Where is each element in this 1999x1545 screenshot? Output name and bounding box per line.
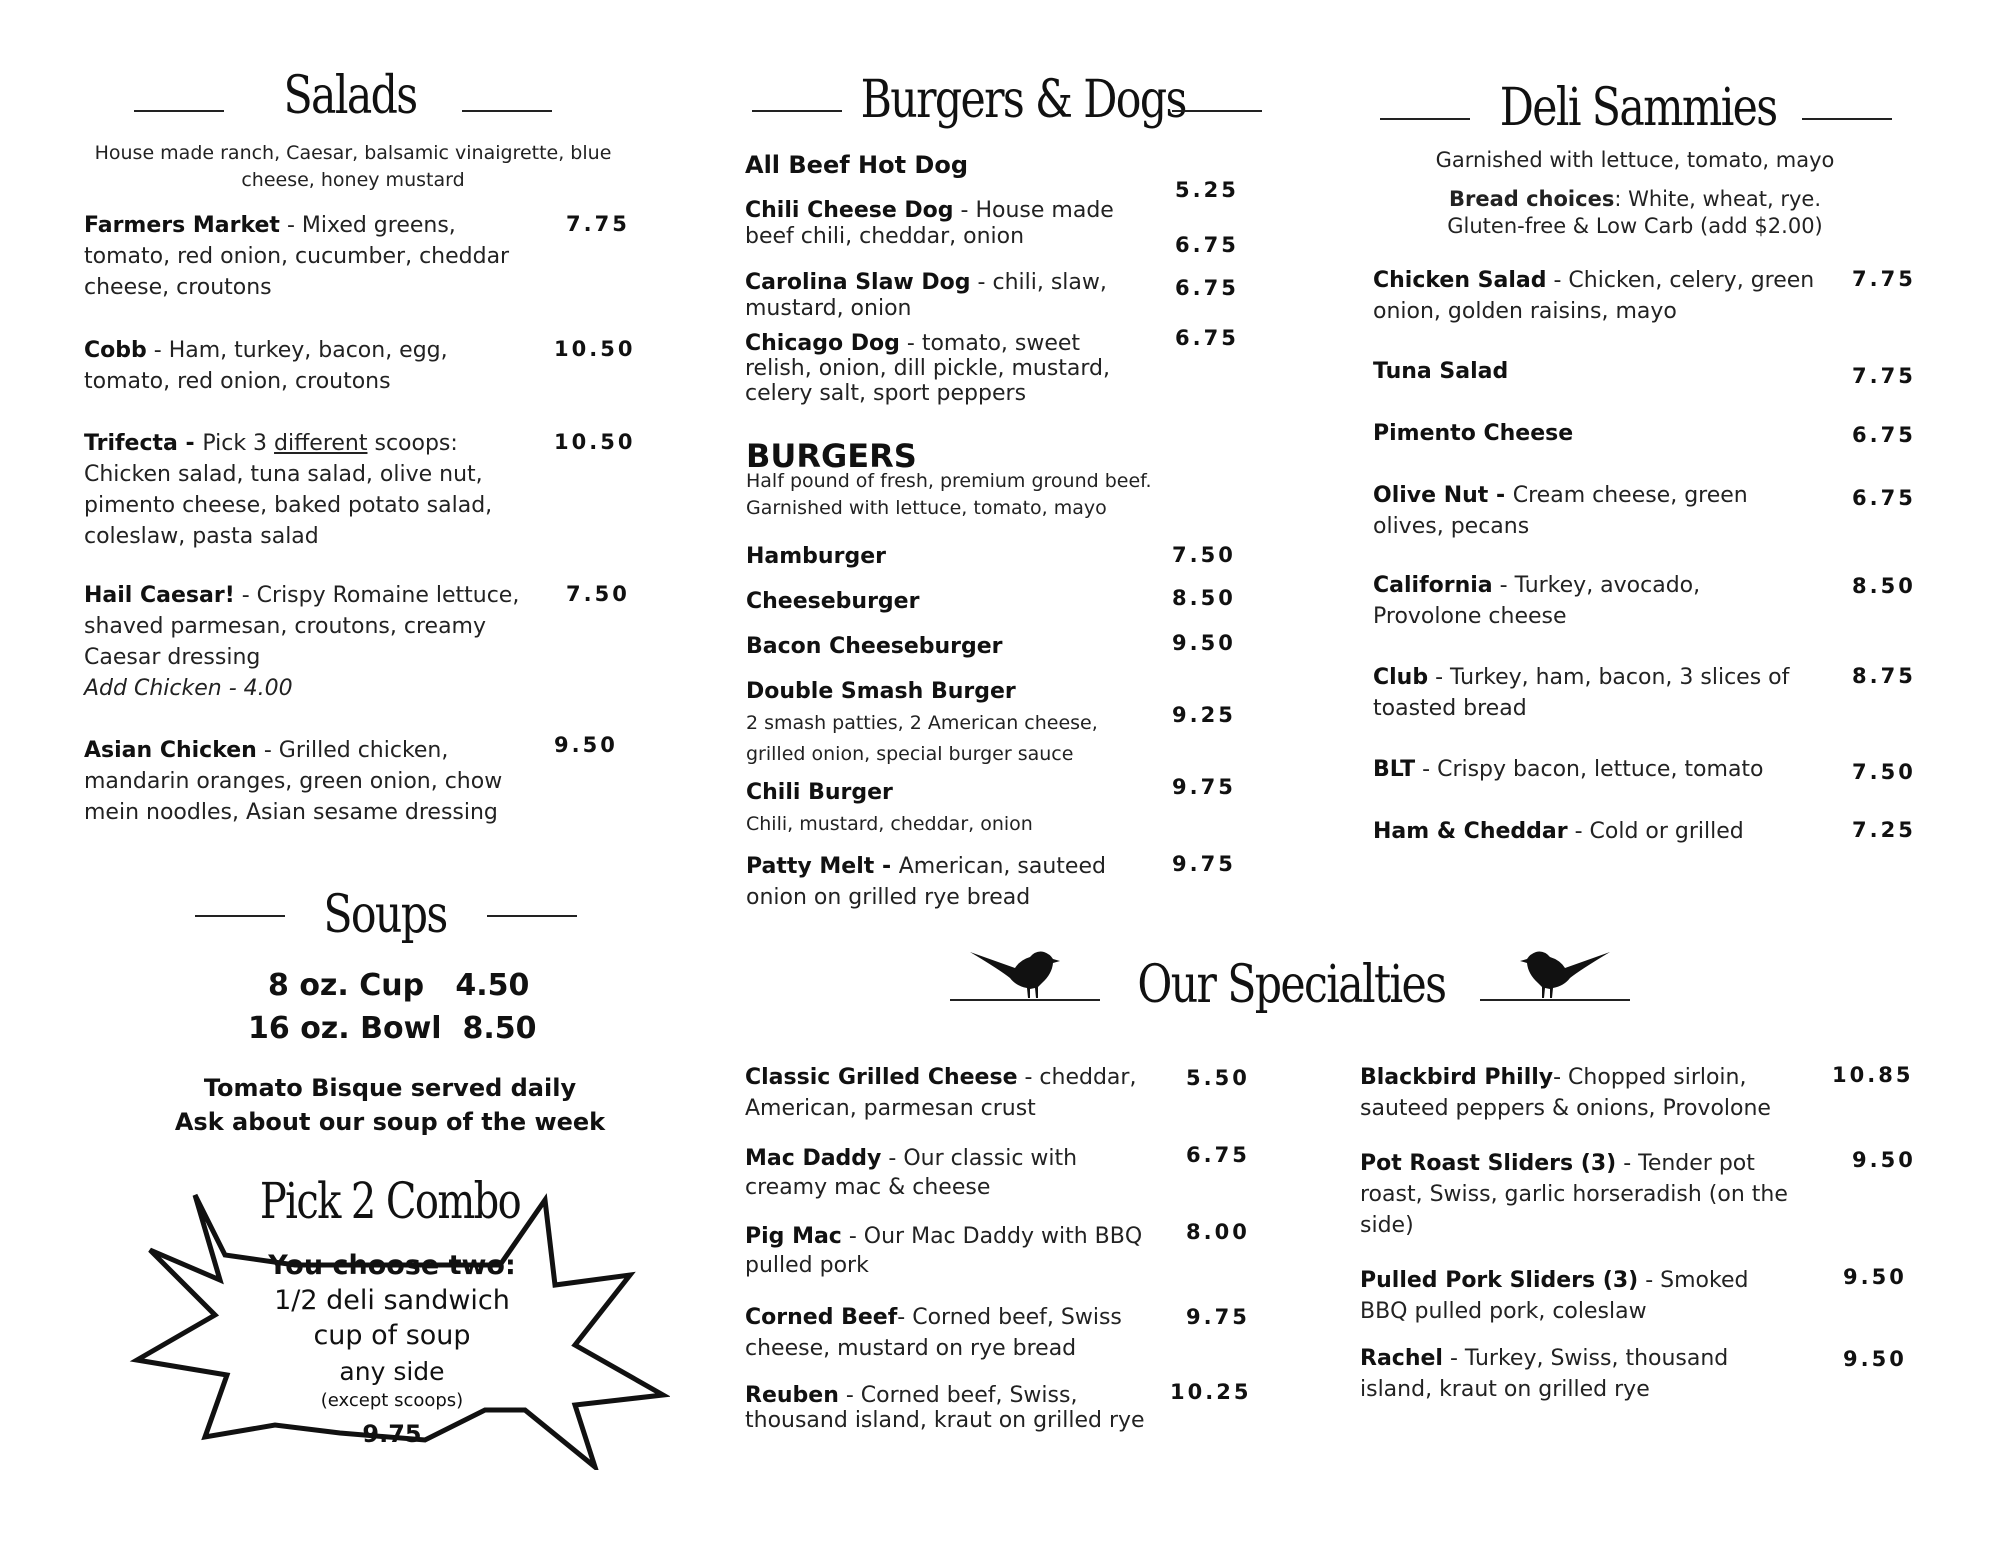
salad-item bbox=[84, 735, 514, 828]
salad-name: Cobb bbox=[84, 338, 147, 363]
burger-item bbox=[746, 586, 1126, 617]
deli-price: 7.75 bbox=[1852, 364, 1916, 388]
burgers-subtitle: Half pound of fresh, premium ground beef. Garnished with lettuce, tomato, mayo bbox=[746, 470, 1152, 519]
burgers-header: BURGERS bbox=[746, 437, 917, 475]
burgers-dogs-title: Burgers & Dogs bbox=[860, 70, 1186, 130]
specialty-name: Reuben bbox=[745, 1383, 839, 1408]
deli-item bbox=[1373, 480, 1793, 542]
blackbird-right-icon bbox=[1480, 940, 1630, 1005]
burger-price: 9.25 bbox=[1172, 703, 1236, 727]
specialty-item bbox=[1360, 1265, 1800, 1327]
dog-name: Chicago Dog bbox=[745, 331, 900, 356]
specialties-title: Our Specialties bbox=[1137, 955, 1446, 1015]
soup-daily: Tomato Bisque served daily bbox=[203, 1074, 577, 1102]
salad-price: 7.75 bbox=[566, 212, 630, 236]
specialty-name: Mac Daddy bbox=[745, 1146, 882, 1171]
deli-item bbox=[1373, 265, 1823, 327]
salad-name: Farmers Market bbox=[84, 213, 280, 238]
dog-desc: - chili, slaw, mustard, onion bbox=[745, 270, 1107, 321]
specialty-price: 5.50 bbox=[1186, 1066, 1250, 1090]
burger-name: Patty Melt - bbox=[746, 854, 899, 879]
specialty-name: Pig Mac bbox=[745, 1224, 842, 1249]
soups-rule-left bbox=[195, 915, 285, 917]
salad-price: 10.50 bbox=[554, 337, 636, 361]
burger-price: 8.50 bbox=[1172, 586, 1236, 610]
bread-text: : White, wheat, rye. bbox=[1614, 187, 1822, 211]
salad-desc: - Mixed greens, tomato, red onion, cucumber, cheddar cheese, croutons bbox=[84, 213, 510, 300]
salads-rule-right bbox=[462, 110, 552, 112]
deli-item bbox=[1373, 754, 1833, 785]
combo-price: 9.75 bbox=[362, 1420, 422, 1448]
deli-name: Pimento Cheese bbox=[1373, 421, 1574, 446]
dog-name: Chili Cheese Dog bbox=[745, 198, 954, 223]
dog-price: 6.75 bbox=[1175, 233, 1239, 257]
deli-item bbox=[1373, 816, 1833, 847]
specialty-price: 9.50 bbox=[1852, 1148, 1916, 1172]
deli-desc: Cream cheese, green olives, pecans bbox=[1373, 483, 1748, 539]
dog-name: All Beef Hot Dog bbox=[745, 151, 969, 179]
bread-extra: Gluten-free & Low Carb (add $2.00) bbox=[1447, 214, 1823, 238]
combo-exception: (except scoops) bbox=[320, 1390, 464, 1411]
salad-item bbox=[84, 210, 524, 303]
specialty-desc: - Turkey, Swiss, thousand island, kraut on grilled rye bbox=[1360, 1346, 1729, 1402]
deli-rule-left bbox=[1380, 118, 1470, 120]
salad-name: Trifecta - bbox=[84, 431, 203, 456]
specialty-price: 8.00 bbox=[1186, 1220, 1250, 1244]
salad-price: 7.50 bbox=[566, 582, 630, 606]
specialty-name: Rachel bbox=[1360, 1346, 1443, 1371]
salads-rule-left bbox=[134, 110, 224, 112]
salad-desc: - Grilled chicken, mandarin oranges, green onion, chow mein noodles, Asian sesame dressing bbox=[84, 738, 503, 825]
combo-option: cup of soup bbox=[313, 1320, 471, 1351]
specialty-price: 9.50 bbox=[1843, 1347, 1907, 1371]
salad-desc: - Ham, turkey, bacon, egg, tomato, red onion, croutons bbox=[84, 338, 448, 394]
salad-price: 10.50 bbox=[554, 430, 636, 454]
specialty-price: 10.25 bbox=[1170, 1380, 1252, 1404]
specialty-desc: - Tender pot roast, Swiss, garlic horseradish (on the side) bbox=[1360, 1151, 1788, 1238]
deli-bread bbox=[1380, 186, 1890, 240]
salad-desc-underlined: different bbox=[274, 431, 368, 456]
salad-price: 9.50 bbox=[554, 733, 618, 757]
soups-rule-right bbox=[487, 915, 577, 917]
deli-name: Tuna Salad bbox=[1373, 359, 1509, 384]
deli-desc: - Cold or grilled bbox=[1567, 819, 1744, 844]
specialty-name: Corned Beef bbox=[745, 1305, 898, 1330]
burger-name: Chili Burger bbox=[746, 780, 893, 805]
combo-lead: You choose two: bbox=[268, 1250, 516, 1281]
burger-name: Cheeseburger bbox=[746, 589, 920, 614]
burger-desc: Chili, mustard, cheddar, onion bbox=[746, 813, 1033, 835]
deli-name: California bbox=[1373, 573, 1493, 598]
burger-item bbox=[746, 777, 1146, 839]
burger-name: Double Smash Burger bbox=[746, 679, 1016, 704]
salad-item bbox=[84, 428, 544, 552]
deli-price: 6.75 bbox=[1852, 423, 1916, 447]
burger-desc: American, sauteed onion on grilled rye bread bbox=[746, 854, 1106, 910]
salad-name: Hail Caesar! bbox=[84, 583, 235, 608]
salad-desc: - Crispy Romaine lettuce, shaved parmesan, croutons, creamy Caesar dressing bbox=[84, 583, 520, 670]
specialty-name: Pot Roast Sliders (3) bbox=[1360, 1151, 1617, 1176]
specialty-item bbox=[1360, 1148, 1800, 1241]
deli-garnish: Garnished with lettuce, tomato, mayo bbox=[1435, 148, 1835, 172]
dog-price: 6.75 bbox=[1175, 276, 1239, 300]
specialty-desc: - Our classic with creamy mac & cheese bbox=[745, 1146, 1078, 1200]
specialty-name: Pulled Pork Sliders (3) bbox=[1360, 1268, 1639, 1293]
salad-desc: scoops: Chicken salad, tuna salad, olive nut, pimento cheese, baked potato salad, coleslaw, pasta salad bbox=[84, 431, 493, 549]
specialty-price: 9.75 bbox=[1186, 1305, 1250, 1329]
specialty-item bbox=[745, 1144, 1125, 1202]
salads-title: Salads bbox=[283, 66, 417, 126]
deli-rule-right bbox=[1802, 118, 1892, 120]
salad-name: Asian Chicken bbox=[84, 738, 257, 763]
deli-desc: - Turkey, avocado, Provolone cheese bbox=[1373, 573, 1701, 629]
deli-title: Deli Sammies bbox=[1499, 78, 1777, 138]
deli-item bbox=[1373, 570, 1773, 632]
specialty-item bbox=[745, 1383, 1155, 1433]
deli-name: Club bbox=[1373, 665, 1429, 690]
deli-desc: - Crispy bacon, lettuce, tomato bbox=[1415, 757, 1764, 782]
dog-item bbox=[745, 331, 1145, 406]
specialty-item bbox=[745, 1062, 1165, 1124]
specialty-desc: - Our Mac Daddy with BBQ pulled pork bbox=[745, 1224, 1143, 1278]
specialty-desc: - Corned beef, Swiss, thousand island, kraut on grilled rye bbox=[745, 1383, 1145, 1433]
dog-desc: - tomato, sweet relish, onion, dill pickle, mustard, celery salt, sport peppers bbox=[745, 331, 1111, 406]
deli-name: Ham & Cheddar bbox=[1373, 819, 1568, 844]
burger-name: Bacon Cheeseburger bbox=[746, 634, 1003, 659]
blackbird-left-icon bbox=[950, 940, 1100, 1005]
burger-item bbox=[746, 851, 1146, 913]
deli-desc: - Turkey, ham, bacon, 3 slices of toasted bread bbox=[1373, 665, 1790, 721]
combo-title: Pick 2 Combo bbox=[259, 1172, 521, 1230]
deli-name: BLT bbox=[1373, 757, 1416, 782]
salad-desc: Pick 3 bbox=[202, 431, 275, 456]
deli-name: Chicken Salad bbox=[1373, 268, 1547, 293]
combo-option: 1/2 deli sandwich bbox=[274, 1285, 510, 1316]
dog-price: 6.75 bbox=[1175, 326, 1239, 350]
specialty-price: 6.75 bbox=[1186, 1143, 1250, 1167]
salad-item bbox=[84, 335, 504, 397]
deli-item bbox=[1373, 662, 1813, 724]
deli-price: 8.75 bbox=[1852, 664, 1916, 688]
specialty-item bbox=[745, 1222, 1145, 1280]
deli-price: 7.75 bbox=[1852, 267, 1916, 291]
soups-title: Soups bbox=[323, 885, 447, 945]
specialty-item bbox=[1360, 1062, 1830, 1124]
burger-item bbox=[746, 541, 1126, 572]
burgers-rule-left bbox=[752, 110, 842, 112]
specialty-desc: - Corned beef, Swiss cheese, mustard on rye bread bbox=[745, 1305, 1122, 1361]
deli-item bbox=[1373, 418, 1773, 449]
burgers-rule-right bbox=[1172, 110, 1262, 112]
dog-item bbox=[745, 198, 1145, 250]
dog-item bbox=[745, 270, 1145, 322]
burger-price: 7.50 bbox=[1172, 543, 1236, 567]
specialty-item bbox=[745, 1302, 1155, 1364]
burger-name: Hamburger bbox=[746, 544, 886, 569]
salad-note: Add Chicken - 4.00 bbox=[84, 676, 293, 701]
burger-price: 9.75 bbox=[1172, 852, 1236, 876]
salads-dressings: House made ranch, Caesar, balsamic vinaigrette, blue cheese, honey mustard bbox=[94, 142, 612, 191]
soup-cup: 8 oz. Cup 4.50 bbox=[268, 968, 530, 1003]
specialty-price: 10.85 bbox=[1832, 1063, 1914, 1087]
dog-name: Carolina Slaw Dog bbox=[745, 270, 971, 295]
dog-price: 5.25 bbox=[1175, 178, 1239, 202]
specialty-desc: - Chopped sirloin, sauteed peppers & onions, Provolone bbox=[1360, 1065, 1771, 1121]
specialty-name: Blackbird Philly bbox=[1360, 1065, 1554, 1090]
salad-item bbox=[84, 580, 524, 704]
specialty-item bbox=[1360, 1343, 1780, 1405]
deli-price: 6.75 bbox=[1852, 486, 1916, 510]
specialty-desc: - cheddar, American, parmesan crust bbox=[745, 1065, 1137, 1121]
deli-name: Olive Nut - bbox=[1373, 483, 1513, 508]
dog-desc: - House made beef chili, cheddar, onion bbox=[745, 198, 1114, 249]
specialty-desc: - Smoked BBQ pulled pork, coleslaw bbox=[1360, 1268, 1749, 1324]
soup-of-week: Ask about our soup of the week bbox=[174, 1108, 606, 1136]
burger-price: 9.50 bbox=[1172, 631, 1236, 655]
combo-option: any side bbox=[339, 1357, 445, 1386]
deli-price: 8.50 bbox=[1852, 574, 1916, 598]
soup-bowl: 16 oz. Bowl 8.50 bbox=[248, 1011, 537, 1046]
deli-desc: - Chicken, celery, green onion, golden raisins, mayo bbox=[1373, 268, 1815, 324]
deli-price: 7.25 bbox=[1852, 818, 1916, 842]
deli-price: 7.50 bbox=[1852, 760, 1916, 784]
burger-desc: 2 smash patties, 2 American cheese, grilled onion, special burger sauce bbox=[746, 712, 1098, 765]
burger-price: 9.75 bbox=[1172, 775, 1236, 799]
burger-item bbox=[746, 631, 1126, 662]
burger-item bbox=[746, 676, 1146, 769]
specialty-price: 9.50 bbox=[1843, 1265, 1907, 1289]
specialty-name: Classic Grilled Cheese bbox=[745, 1065, 1018, 1090]
dog-item bbox=[745, 150, 1125, 181]
deli-item bbox=[1373, 356, 1773, 387]
bread-label: Bread choices bbox=[1448, 187, 1615, 211]
